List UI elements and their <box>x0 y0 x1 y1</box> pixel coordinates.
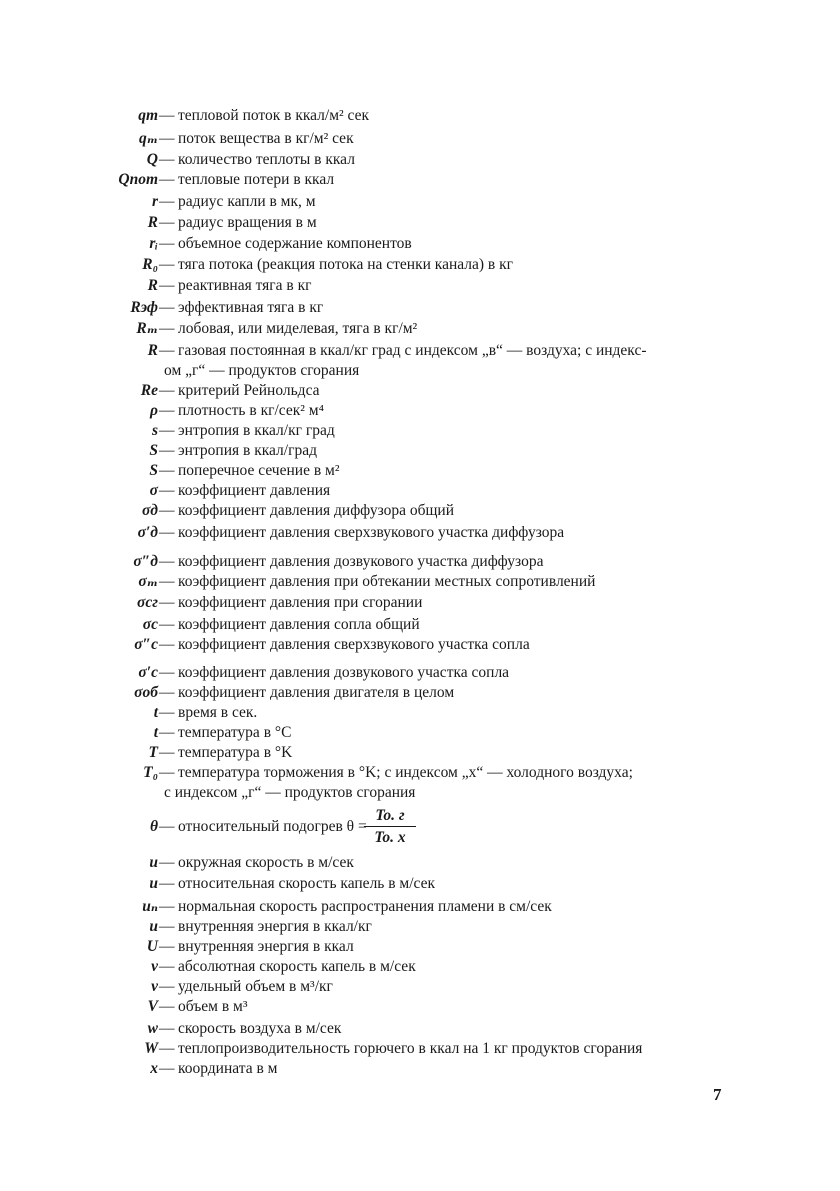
entry-dash: — <box>159 918 175 935</box>
entry-text: коэффициент давления сверхзвукового участка диффузора <box>178 524 565 541</box>
entry-dash: — <box>159 978 175 995</box>
entry-dash: — <box>159 171 175 188</box>
entry-symbol: σ″с <box>134 636 158 653</box>
entry-dash: — <box>159 636 175 653</box>
entry-row <box>0 149 840 171</box>
entry-symbol: qт <box>138 107 158 124</box>
entry-row <box>0 380 840 402</box>
entry-symbol: v <box>151 978 158 995</box>
entry-symbol: Re <box>140 382 158 399</box>
entry-dash: — <box>159 684 175 701</box>
entry-row <box>0 762 840 784</box>
entry-text: поперечное сечение в м² <box>178 462 340 479</box>
entry-symbol: σоб <box>134 684 158 701</box>
entry-dash: — <box>159 442 175 459</box>
entry-row <box>0 936 840 958</box>
entry-text: коэффициент давления <box>178 482 331 499</box>
entry-dash: — <box>159 1060 175 1077</box>
entry-row <box>0 318 840 340</box>
entry-dash: — <box>159 422 175 439</box>
entry-symbol: V <box>147 998 158 1015</box>
entry-text: температура в °K <box>178 744 293 761</box>
entry-symbol: Rэф <box>130 299 158 316</box>
entry-row <box>0 297 840 319</box>
entry-row <box>0 522 840 544</box>
entry-text: коэффициент давления при обтекании местных сопротивлений <box>178 573 596 590</box>
entry-text: коэффициент давления диффузора общий <box>178 502 455 519</box>
entry-symbol: u <box>149 918 158 935</box>
entry-row <box>0 1038 840 1060</box>
entry-text: энтропия в ккал/град <box>178 442 317 459</box>
entry-row <box>0 956 840 978</box>
entry-symbol: R <box>147 277 158 294</box>
entry-dash: — <box>159 1020 175 1037</box>
entry-row <box>0 105 840 127</box>
entry-text: температура торможения в °K; с индексом „х“ — холодного воздуха; <box>178 764 633 781</box>
entry-dash: — <box>159 875 175 892</box>
entry-row <box>0 254 840 276</box>
entry-text: координата в м <box>178 1060 278 1077</box>
entry-dash: — <box>159 130 175 147</box>
entry-dash: — <box>159 214 175 231</box>
entry-dash: — <box>159 724 175 741</box>
entry-text: газовая постоянная в ккал/кг град с индексом „в“ — воздуха; с индекс- <box>178 342 647 359</box>
entry-dash: — <box>159 1040 175 1057</box>
entry-row <box>0 571 840 593</box>
entry-text: удельный объем в м³/кг <box>178 978 333 995</box>
entry-dash: — <box>159 818 175 835</box>
theta-fraction <box>364 806 416 849</box>
entry-dash: — <box>159 764 175 781</box>
entry-symbol: W <box>144 1040 158 1057</box>
entry-text: тепловой поток в ккал/м² сек <box>178 107 370 124</box>
entry-text: коэффициент давления при сгорании <box>178 594 423 611</box>
entry-symbol: ρ <box>150 402 158 419</box>
entry-text: скорость воздуха в м/сек <box>178 1020 342 1037</box>
entry-dash: — <box>159 151 175 168</box>
entry-text: внутренняя энергия в ккал/кг <box>178 918 372 935</box>
entry-text: объем в м³ <box>178 998 248 1015</box>
fraction-denominator: To. х <box>374 829 406 846</box>
entry-row <box>0 742 840 764</box>
entry-symbol: u <box>149 875 158 892</box>
entry-symbol: σс <box>142 616 158 633</box>
entry-dash: — <box>159 320 175 337</box>
entry-dash: — <box>159 382 175 399</box>
entry-row <box>0 916 840 938</box>
entry-symbol: u <box>149 854 158 871</box>
entry-row <box>0 816 840 838</box>
entry-dash: — <box>159 482 175 499</box>
entry-symbol: r <box>151 193 158 210</box>
entry-row <box>0 212 840 234</box>
entry-dash: — <box>159 616 175 633</box>
entry-text: внутренняя энергия в ккал <box>178 938 354 955</box>
entry-symbol: σ′с <box>138 664 158 681</box>
fraction-numerator: To. г <box>364 806 416 827</box>
entry-dash: — <box>159 573 175 590</box>
entry-text: объемное содержание компонентов <box>178 235 412 252</box>
entry-row <box>0 480 840 502</box>
entry-row <box>0 976 840 998</box>
entry-symbol: S <box>149 462 158 479</box>
entry-row <box>0 460 840 482</box>
entry-dash: — <box>159 744 175 761</box>
entry-row <box>0 128 840 150</box>
entry-symbol: R₀ <box>142 256 158 273</box>
entry-symbol: σсг <box>137 594 158 611</box>
entry-symbol: σ″д <box>133 553 158 570</box>
entry-dash: — <box>159 998 175 1015</box>
entry-row <box>0 169 840 191</box>
entry-text: количество теплоты в ккал <box>178 151 355 168</box>
entry-row <box>0 1018 840 1040</box>
entry-row <box>0 722 840 744</box>
entry-row <box>0 500 840 522</box>
entry-symbol: w <box>147 1020 158 1037</box>
entry-text: поток вещества в кг/м² сек <box>178 130 354 147</box>
entry-text: радиус капли в мк, м <box>178 193 316 210</box>
entry-dash: — <box>159 958 175 975</box>
entry-row <box>0 702 840 724</box>
entry-dash: — <box>159 342 175 359</box>
entry-text: энтропия в ккал/кг град <box>178 422 335 439</box>
entry-dash: — <box>159 898 175 915</box>
entry-symbol: rᵢ <box>149 235 158 252</box>
entry-text: температура в °C <box>178 724 292 741</box>
entry-dash: — <box>159 402 175 419</box>
entry-symbol: x <box>150 1060 158 1077</box>
entry-dash: — <box>159 664 175 681</box>
entry-text: критерий Рейнольдса <box>178 382 320 399</box>
entry-row <box>0 420 840 442</box>
entry-text: реактивная тяга в кг <box>178 277 312 294</box>
entry-row <box>0 233 840 255</box>
entry-dash: — <box>159 462 175 479</box>
page-number: 7 <box>713 1085 722 1104</box>
entry-symbol: Q <box>146 151 158 168</box>
entry-symbol: T₀ <box>143 764 158 781</box>
entry-symbol: U <box>146 938 158 955</box>
entry-text: эффективная тяга в кг <box>178 299 324 316</box>
entry-row <box>0 873 840 895</box>
entry-symbol: R <box>147 214 158 231</box>
entry-symbol: σₘ <box>138 573 158 590</box>
entry-dash: — <box>159 193 175 210</box>
entry-symbol: S <box>149 442 158 459</box>
entry-row <box>0 340 840 362</box>
entry-symbol: t <box>153 724 158 741</box>
entry-symbol: σ <box>149 482 158 499</box>
entry-dash: — <box>159 107 175 124</box>
entry-dash: — <box>159 277 175 294</box>
entry-text: нормальная скорость распространения пламени в см/сек <box>178 898 552 915</box>
entry-row <box>0 996 840 1018</box>
entry-row <box>0 682 840 704</box>
entry-continuation: с индексом „г“ — продуктов сгорания <box>164 784 416 801</box>
entry-continuation: ом „г“ — продуктов сгорания <box>164 362 360 379</box>
entry-dash: — <box>159 854 175 871</box>
entry-row <box>0 852 840 874</box>
entry-text: коэффициент давления сверхзвукового участка сопла <box>178 636 530 653</box>
entry-text: окружная скорость в м/сек <box>178 854 354 871</box>
entry-symbol: σд <box>141 502 158 519</box>
entry-symbol: θ <box>149 818 158 835</box>
entry-row <box>0 614 840 636</box>
entry-symbol: qₘ <box>138 130 158 147</box>
entry-text: радиус вращения в м <box>178 214 317 231</box>
entry-symbol: T <box>148 744 158 761</box>
entry-symbol: s <box>151 422 158 439</box>
entry-dash: — <box>159 256 175 273</box>
entry-symbol: v <box>151 958 158 975</box>
entry-dash: — <box>159 704 175 721</box>
entry-row <box>0 896 840 918</box>
entry-symbol: σ′д <box>137 524 158 541</box>
entry-text: абсолютная скорость капель в м/сек <box>178 958 416 975</box>
entry-row <box>0 440 840 462</box>
entry-row <box>0 662 840 684</box>
entry-text: теплопроизводительность горючего в ккал на 1 кг продуктов сгорания <box>178 1040 643 1057</box>
entry-dash: — <box>159 299 175 316</box>
entry-symbol: R <box>147 342 158 359</box>
entry-text: коэффициент давления дозвукового участка сопла <box>178 664 510 681</box>
entry-dash: — <box>159 938 175 955</box>
entry-row <box>0 400 840 422</box>
entry-text: относительный подогрев θ = <box>178 818 367 835</box>
entry-dash: — <box>159 524 175 541</box>
entry-symbol: t <box>153 704 158 721</box>
entry-dash: — <box>159 502 175 519</box>
entry-text: тяга потока (реакция потока на стенки канала) в кг <box>178 256 514 273</box>
entry-text: относительная скорость капель в м/сек <box>178 875 436 892</box>
entry-dash: — <box>159 594 175 611</box>
entry-row <box>0 191 840 213</box>
entry-text: коэффициент давления сопла общий <box>178 616 420 633</box>
entry-text: лобовая, или миделевая, тяга в кг/м² <box>178 320 418 337</box>
entry-row <box>0 1058 840 1080</box>
entry-symbol: Rₘ <box>136 320 158 337</box>
entry-row <box>0 551 840 573</box>
entry-dash: — <box>159 235 175 252</box>
entry-symbol: uₙ <box>142 898 158 915</box>
entry-text: тепловые потери в ккал <box>178 171 335 188</box>
entry-text: плотность в кг/сек² м⁴ <box>178 402 324 419</box>
entry-row <box>0 275 840 297</box>
entry-text: коэффициент давления дозвукового участка диффузора <box>178 553 544 570</box>
entry-symbol: Qпот <box>118 171 158 188</box>
entry-text: коэффициент давления двигателя в целом <box>178 684 455 701</box>
entry-row <box>0 634 840 656</box>
entry-row <box>0 592 840 614</box>
entry-dash: — <box>159 553 175 570</box>
entry-text: время в сек. <box>178 704 258 721</box>
